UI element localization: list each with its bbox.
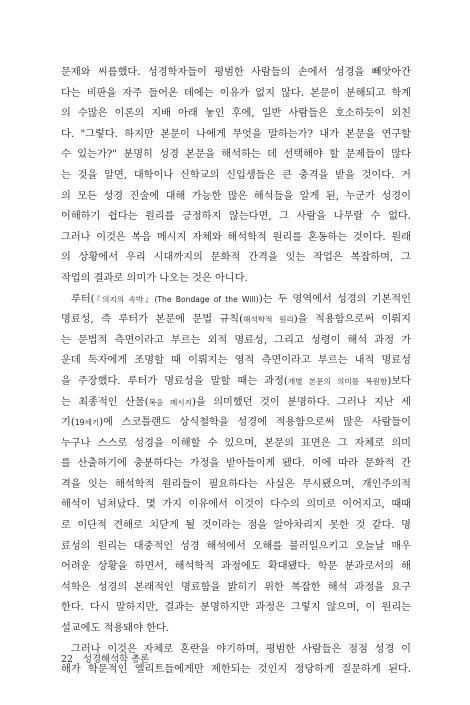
line-text: 기( <box>61 417 75 429</box>
line-text: )는 두 영역에서 성경의 기본적인 <box>258 293 411 305</box>
text-line: 이해하기 쉽다는 원리를 긍정하지 않는다면, 그 사람을 나무랄 수 없다. <box>61 211 411 223</box>
text-line: 문제와 씨름했다. 성경학자들이 평범한 사람들의 손에서 성경을 빼앗아간 <box>61 67 411 78</box>
text-line: 해석이 넘쳐났다. 몇 가지 이유에서 이것이 다수의 의미로 이어지고, 때때 <box>61 499 411 511</box>
page-footer <box>61 653 149 667</box>
text-line <box>61 413 411 434</box>
text-line: 료성의 원리는 대중적인 성경 해석에서 오해를 불러일으키고 오늘날 매우 <box>61 540 411 552</box>
text-line: 그러나 이것은 자체로 혼란을 야기하며, 평범한 사람들은 점점 성경 이 <box>71 643 411 655</box>
paragraph-1 <box>61 63 411 290</box>
parenthetical-note: 19세기 <box>74 418 100 428</box>
text-line: 작업의 결과로 의미가 나오는 것은 아니다. <box>61 272 248 284</box>
text-line: 운데 독자에게 조명할 때 이뤄지는 영적 측면이라고 부르는 내적 명료성 <box>61 355 411 367</box>
text-line <box>61 290 411 311</box>
text-line: 격을 잇는 해석학적 원리들이 필요하다는 사실은 무시됐으며, 개인주의적 <box>61 478 411 490</box>
line-text: 루터( <box>71 293 95 305</box>
body-text <box>61 63 411 681</box>
text-line: 로 이단적 견해로 치닫게 될 것이라는 점을 알아차리지 못한 것 같다. 명 <box>61 520 411 532</box>
book-reference: 『의지의 속박』(The Bondage of the Will) <box>94 294 259 304</box>
line-text: )을 의미했던 것이 분명하다. 그러나 지난 세 <box>191 396 411 408</box>
line-text: )에 스코틀랜드 상식철학을 성경에 적용함으로써 많은 사람들이 <box>99 417 411 429</box>
text-line: 해가 학문적인 엘리트들에게만 제한되는 것인지 정당하게 질문하게 된다. <box>61 664 411 676</box>
line-text: 는 최종적인 산물( <box>61 396 149 408</box>
text-line: 다. "그렇다. 하지만 본문이 나에게 무엇을 말하는가? 내가 본문을 연구할 <box>61 128 411 140</box>
text-line: 의 수많은 이론의 지배 아래 놓인 후에, 일반 사람들은 호소하듯이 외친 <box>61 108 411 120</box>
line-text: 명료성, 즉 루터가 본문에 문법 규칙( <box>61 314 244 326</box>
text-line: 수 있는가?" 분명히 성경 본문을 해석하는 데 선택해야 할 문제들이 많다 <box>61 149 411 161</box>
line-text: )을 적용함으로써 이뤄지 <box>293 314 411 326</box>
parenthetical-note: 개별 본문의 의미를 복원함 <box>287 376 388 386</box>
text-line: 의 모든 성경 진술에 대해 가능한 많은 해석들을 알게 된, 누군가 성경이 <box>61 190 411 202</box>
text-line: 한다. 다시 말하지만, 결과는 분명하지만 과정은 그렇지 않으며, 이 원리는 <box>61 602 411 614</box>
text-line: 누구나 스스로 성경을 이해할 수 있으며, 본문의 표면은 그 자체로 의미 <box>61 437 411 449</box>
text-line: 설교에도 적용돼야 한다. <box>61 623 170 635</box>
line-text: )보다 <box>387 375 411 387</box>
text-line: 는 문법적 측면이라고 부르는 외적 명료성, 그리고 성령이 해석 과정 가 <box>61 334 411 346</box>
text-line: 그러나 이것은 복음 메시지 자체와 해석학적 원리를 혼동하는 것이다. 원래 <box>61 231 411 243</box>
line-text: 을 주장했다. 루터가 명료성을 말할 때는 과정( <box>61 375 288 387</box>
paragraph-2 <box>61 290 411 640</box>
text-line: 를 산출하기에 충분하다는 가정을 받아들이게 됐다. 이에 따라 문화적 간 <box>61 458 411 470</box>
text-line <box>61 310 411 331</box>
running-title: 성경해석학 총론 <box>82 654 150 665</box>
text-line <box>61 393 411 414</box>
page-number: 22 <box>61 654 73 665</box>
text-line: 어려운 상황을 하면서, 해석학적 과정에도 확대됐다. 학문 분과로서의 해 <box>61 561 411 573</box>
parenthetical-note: 해석학적 원리 <box>243 315 294 325</box>
text-line: 는 것을 알면, 대학이나 신학교의 신입생들은 큰 충격을 받을 것이다. 거 <box>61 169 411 181</box>
text-line <box>61 372 411 393</box>
text-line: 다는 비판을 자주 들어온 데에는 이유가 없지 않다. 본문이 분해되고 학계 <box>61 87 411 99</box>
parenthetical-note: 복음 메시지 <box>148 397 192 407</box>
text-line: 석학은 성경의 본래적인 명료함을 밝히기 위한 복잡한 해석 과정을 요구 <box>61 581 411 593</box>
text-line: 의 상황에서 우리 시대까지의 문화적 간격을 잇는 작업은 복잡하며, 그 <box>61 252 411 264</box>
